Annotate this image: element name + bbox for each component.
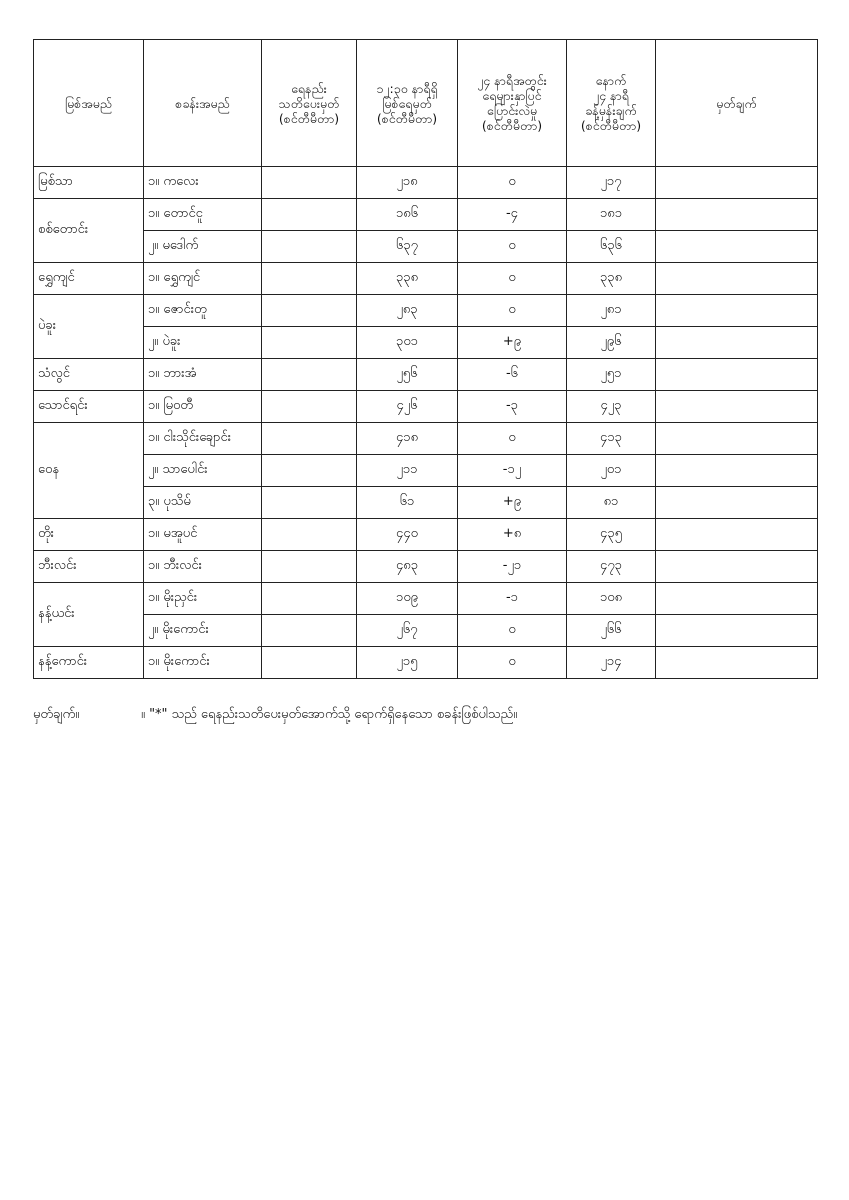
river-name-cell: သောင်ရင်း xyxy=(34,391,144,423)
header-24h-change: ၂၄ နာရီအတွင်း ရေများနှာပြင် ပြောင်းလဲမှု (စင်တီမီတာ) xyxy=(458,40,567,167)
table-row xyxy=(34,391,818,423)
table-row xyxy=(34,519,818,551)
table-row xyxy=(34,199,818,231)
header-24h-forecast: နောက် ၂၄ နာရီ ခန့်မှန်းချက် (စင်တီမီတာ) xyxy=(567,40,656,167)
river-name-cell: သံလွင် xyxy=(34,359,144,391)
current-level-cell: ၂၁၅ xyxy=(357,647,458,679)
header-station-name: စခန်းအမည် xyxy=(144,40,262,167)
change-cell: ၀ xyxy=(458,423,567,455)
change-cell: -၃ xyxy=(458,391,567,423)
forecast-cell: ၂၀၁ xyxy=(567,455,656,487)
change-cell: ၀ xyxy=(458,231,567,263)
table-row xyxy=(34,263,818,295)
low-warning-cell xyxy=(262,615,357,647)
change-cell: +၉ xyxy=(458,487,567,519)
river-name-cell: စစ်တောင်း xyxy=(34,199,144,263)
river-name-cell: မြစ်သာ xyxy=(34,167,144,199)
remark-cell xyxy=(656,199,818,231)
change-cell: -၂၁ xyxy=(458,551,567,583)
change-cell: +၈ xyxy=(458,519,567,551)
table-row xyxy=(34,551,818,583)
forecast-cell: ၈၁ xyxy=(567,487,656,519)
remark-cell xyxy=(656,359,818,391)
low-warning-cell xyxy=(262,391,357,423)
remark-cell xyxy=(656,551,818,583)
remark-cell xyxy=(656,295,818,327)
table-row xyxy=(34,583,818,615)
forecast-cell: ၄၂၃ xyxy=(567,391,656,423)
station-name-cell: ၂။ မိုးကောင်း xyxy=(144,615,262,647)
table-row xyxy=(34,295,818,327)
current-level-cell: ၁၀၉ xyxy=(357,583,458,615)
low-warning-cell xyxy=(262,295,357,327)
current-level-cell: ၂၅၆ xyxy=(357,359,458,391)
current-level-cell: ၂၁၈ xyxy=(357,167,458,199)
table-row xyxy=(34,327,818,359)
forecast-cell: ၄၇၃ xyxy=(567,551,656,583)
change-cell: +၉ xyxy=(458,327,567,359)
header-low-warning-level: ရေနည်း သတိပေးမှတ် (စင်တီမီတာ) xyxy=(262,40,357,167)
river-name-cell: တိုး xyxy=(34,519,144,551)
change-cell: -၁ xyxy=(458,583,567,615)
river-name-cell: နန့်ကောင်း xyxy=(34,647,144,679)
water-level-sheet xyxy=(33,39,817,679)
station-name-cell: ၁။ မြဝတီ xyxy=(144,391,262,423)
low-warning-cell xyxy=(262,327,357,359)
change-cell: -၁၂ xyxy=(458,455,567,487)
low-warning-cell xyxy=(262,231,357,263)
low-warning-cell xyxy=(262,423,357,455)
forecast-cell: ၄၁၃ xyxy=(567,423,656,455)
river-name-cell: ဝေန xyxy=(34,423,144,519)
header-remarks: မှတ်ချက် xyxy=(656,40,818,167)
table-row xyxy=(34,231,818,263)
remark-cell xyxy=(656,647,818,679)
current-level-cell: ၆၁ xyxy=(357,487,458,519)
change-cell: ၀ xyxy=(458,295,567,327)
remark-cell xyxy=(656,519,818,551)
remark-cell xyxy=(656,391,818,423)
table-row xyxy=(34,167,818,199)
current-level-cell: ၄၄၀ xyxy=(357,519,458,551)
low-warning-cell xyxy=(262,455,357,487)
table-row xyxy=(34,487,818,519)
forecast-cell: ၂၉၆ xyxy=(567,327,656,359)
table-row xyxy=(34,423,818,455)
change-cell: -၄ xyxy=(458,199,567,231)
change-cell: ၀ xyxy=(458,647,567,679)
station-name-cell: ၂။ သာပေါင်း xyxy=(144,455,262,487)
forecast-cell: ၂၈၁ xyxy=(567,295,656,327)
remark-cell xyxy=(656,487,818,519)
station-name-cell: ၁။ မိုးကောင်း xyxy=(144,647,262,679)
river-name-cell: ဘီးလင်း xyxy=(34,551,144,583)
remark-cell xyxy=(656,615,818,647)
forecast-cell: ၆၃၆ xyxy=(567,231,656,263)
station-name-cell: ၁။ ကလေး xyxy=(144,167,262,199)
station-name-cell: ၁။ ဘီးလင်း xyxy=(144,551,262,583)
station-name-cell: ၂။ ပဲခူး xyxy=(144,327,262,359)
water-level-table xyxy=(33,39,818,679)
station-name-cell: ၁။ မအူပင် xyxy=(144,519,262,551)
low-warning-cell xyxy=(262,583,357,615)
low-warning-cell xyxy=(262,487,357,519)
station-name-cell: ၁။ မိုးညှင်း xyxy=(144,583,262,615)
remark-cell xyxy=(656,263,818,295)
low-warning-cell xyxy=(262,167,357,199)
change-cell: ၀ xyxy=(458,615,567,647)
station-name-cell: ၁။ တောင်ငူ xyxy=(144,199,262,231)
table-row xyxy=(34,615,818,647)
table-row xyxy=(34,359,818,391)
change-cell: ၀ xyxy=(458,263,567,295)
low-warning-cell xyxy=(262,199,357,231)
low-warning-cell xyxy=(262,359,357,391)
forecast-cell: ၂၁၄ xyxy=(567,647,656,679)
current-level-cell: ၆၃၇ xyxy=(357,231,458,263)
current-level-cell: ၃၀၁ xyxy=(357,327,458,359)
remark-cell xyxy=(656,167,818,199)
footnote-label: မှတ်ချက်။ xyxy=(33,707,80,722)
station-name-cell: ၁။ ဇောင်းတူ xyxy=(144,295,262,327)
table-row xyxy=(34,455,818,487)
footnote xyxy=(33,706,817,725)
forecast-cell: ၂၅၁ xyxy=(567,359,656,391)
station-name-cell: ၂။ မဒေါက် xyxy=(144,231,262,263)
header-current-level: ၁၂:၃၀ နာရီရှိ မြစ်ရေမှတ် (စင်တီမီတာ) xyxy=(357,40,458,167)
low-warning-cell xyxy=(262,263,357,295)
forecast-cell: ၂၆၆ xyxy=(567,615,656,647)
current-level-cell: ၂၆၇ xyxy=(357,615,458,647)
low-warning-cell xyxy=(262,647,357,679)
change-cell: ၀ xyxy=(458,167,567,199)
station-name-cell: ၁။ ဘားအံ xyxy=(144,359,262,391)
current-level-cell: ၁၈၆ xyxy=(357,199,458,231)
remark-cell xyxy=(656,327,818,359)
forecast-cell: ၂၁၇ xyxy=(567,167,656,199)
table-row xyxy=(34,647,818,679)
station-name-cell: ၁။ ရွှေကျင် xyxy=(144,263,262,295)
current-level-cell: ၂၁၁ xyxy=(357,455,458,487)
current-level-cell: ၂၈၃ xyxy=(357,295,458,327)
remark-cell xyxy=(656,231,818,263)
table-body xyxy=(34,167,818,679)
forecast-cell: ၁၈၁ xyxy=(567,199,656,231)
low-warning-cell xyxy=(262,519,357,551)
remark-cell xyxy=(656,583,818,615)
current-level-cell: ၄၈၃ xyxy=(357,551,458,583)
header-row xyxy=(34,40,818,167)
station-name-cell: ၁။ ငါးသိုင်းချောင်း xyxy=(144,423,262,455)
footnote-text: ။ "*" သည် ရေနည်းသတိပေးမှတ်အောက်သို့ ရောက်ရှိနေသော စခန်းဖြစ်ပါသည်။ xyxy=(141,707,518,722)
river-name-cell: ပဲခူး xyxy=(34,295,144,359)
remark-cell xyxy=(656,455,818,487)
table-header xyxy=(34,40,818,167)
current-level-cell: ၄၂၆ xyxy=(357,391,458,423)
river-name-cell: နန့်ယင်း xyxy=(34,583,144,647)
remark-cell xyxy=(656,423,818,455)
change-cell: -၆ xyxy=(458,359,567,391)
forecast-cell: ၁၀၈ xyxy=(567,583,656,615)
river-name-cell: ရွှေကျင် xyxy=(34,263,144,295)
forecast-cell: ၄၃၅ xyxy=(567,519,656,551)
forecast-cell: ၃၃၈ xyxy=(567,263,656,295)
current-level-cell: ၄၁၈ xyxy=(357,423,458,455)
header-river-name: မြစ်အမည် xyxy=(34,40,144,167)
station-name-cell: ၃။ ပုသိမ် xyxy=(144,487,262,519)
current-level-cell: ၃၃၈ xyxy=(357,263,458,295)
low-warning-cell xyxy=(262,551,357,583)
